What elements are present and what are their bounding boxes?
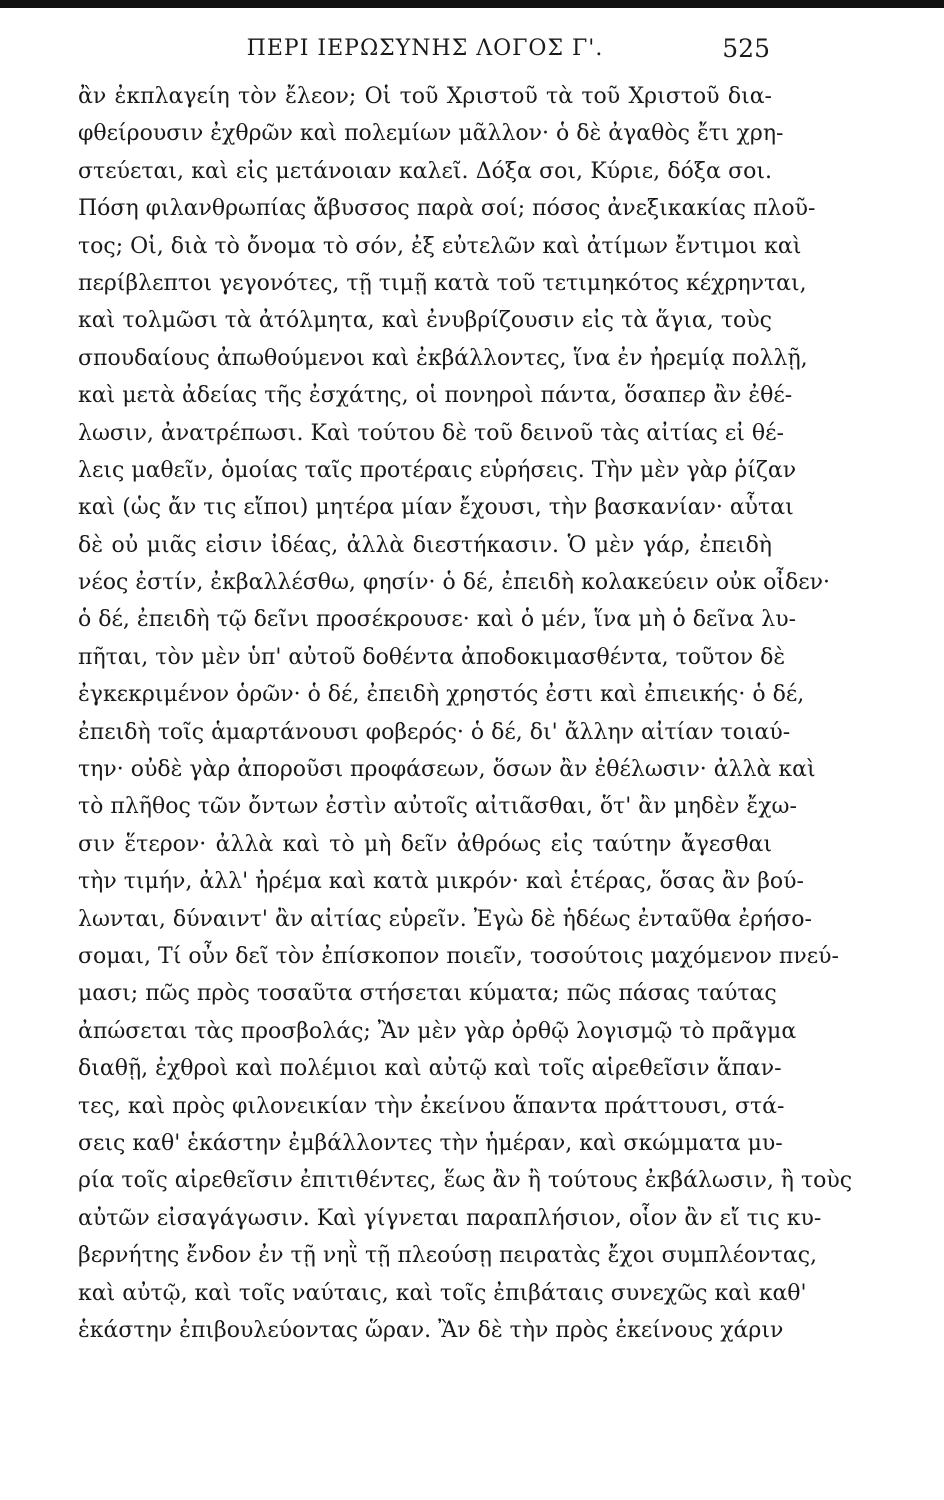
text-line-22: τὴν τιμήν, ἀλλ' ἠρέμα καὶ κατὰ μικρόν· καὶ ἑτέρας, ὅσας ἂν βού- bbox=[78, 869, 804, 895]
text-line-14: νέος ἐστίν, ἐκβαλλέσθω, φησίν· ὁ δέ, ἐπειδὴ κολακεύειν οὐκ οἶδεν· bbox=[78, 570, 831, 596]
text-line-1: ἂν ἐκπλαγείη τὸν ἔλεον; Οἱ τοῦ Χριστοῦ τὰ τοῦ Χριστοῦ δια- bbox=[78, 84, 772, 109]
text-line-29: σεις καθ' ἑκάστην ἐμβάλλοντες τὴν ἡμέραν, καὶ σκώμματα μυ- bbox=[78, 1130, 783, 1156]
text-line-13: δὲ οὐ μιᾶς εἰσιν ἰδέας, ἀλλὰ διεστήκασιν. Ὁ μὲν γάρ, ἐπειδὴ bbox=[78, 532, 772, 558]
page-number: 525 bbox=[722, 34, 770, 63]
text-line-16: πῆται, τὸν μὲν ὑπ' αὐτοῦ δοθέντα ἀποδοκιμασθέντα, τοῦτον δὲ bbox=[78, 644, 786, 670]
text-line-8: σπουδαίους ἀπωθούμενοι καὶ ἐκβάλλοντες, ἵνα ἐν ἠρεμίᾳ πολλῇ, bbox=[78, 345, 808, 371]
text-line-12: καὶ (ὡς ἄν τις εἴποι) μητέρα μίαν ἔχουσι, τὴν βασκανίαν· αὗται bbox=[78, 495, 794, 521]
text-line-15: ὁ δέ, ἐπειδὴ τῷ δεῖνι προσέκρουσε· καὶ ὁ μέν, ἵνα μὴ ὁ δεῖνα λυ- bbox=[78, 607, 797, 633]
book-page bbox=[78, 30, 853, 1349]
text-line-23: λωνται, δύναιντ' ἂν αἰτίας εὑρεῖν. Ἐγὼ δὲ ἡδέως ἐνταῦθα ἐρήσο- bbox=[78, 906, 812, 932]
text-line-5: τος; Οἱ, διὰ τὸ ὄνομα τὸ σόν, ἐξ εὐτελῶν καὶ ἀτίμων ἔντιμοι καὶ bbox=[78, 233, 802, 259]
text-line-11: λεις μαθεῖν, ὁμοίας ταῖς προτέραις εὑρήσεις. Τὴν μὲν γὰρ ῥίζαν bbox=[78, 457, 797, 483]
text-line-17: ἐγκεκριμένον ὁρῶν· ὁ δέ, ἐπειδὴ χρηστός ἐστι καὶ ἐπιεικής· ὁ δέ, bbox=[78, 682, 805, 708]
text-line-21: σιν ἕτερον· ἀλλὰ καὶ τὸ μὴ δεῖν ἀθρόως εἰς ταύτην ἄγεσθαι bbox=[78, 831, 772, 857]
scan-top-edge bbox=[0, 0, 944, 8]
text-line-28: τες, καὶ πρὸς φιλονεικίαν τὴν ἐκείνου ἅπαντα πράττουσι, στά- bbox=[78, 1093, 785, 1119]
running-head bbox=[78, 30, 772, 70]
text-line-25: μασι; πῶς πρὸς τοσαῦτα στήσεται κύματα; πῶς πάσας ταύτας bbox=[78, 981, 777, 1007]
text-line-3: στεύεται, καὶ εἰς μετάνοιαν καλεῖ. Δόξα σοι, Κύριε, δόξα σοι. bbox=[78, 158, 772, 184]
text-line-26: ἀπώσεται τὰς προσβολάς; Ἂν μὲν γὰρ ὀρθῷ λογισμῷ τὸ πρᾶγμα bbox=[78, 1018, 797, 1044]
running-title: ΠΕΡΙ ΙΕΡΩΣΥΝΗΣ ΛΟΓΟΣ Γ'. bbox=[246, 36, 604, 61]
text-line-6: περίβλεπτοι γεγονότες, τῇ τιμῇ κατὰ τοῦ τετιμηκότος κέχρηνται, bbox=[78, 270, 807, 296]
text-line-18: ἐπειδὴ τοῖς ἁμαρτάνουσι φοβερός· ὁ δέ, δι' ἄλλην αἰτίαν τοιαύ- bbox=[78, 719, 791, 745]
text-line-27: διαθῇ, ἐχθροὶ καὶ πολέμιοι καὶ αὐτῷ καὶ τοῖς αἱρεθεῖσιν ἅπαν- bbox=[78, 1056, 782, 1082]
text-line-20: τὸ πλῆθος τῶν ὄντων ἐστὶν αὐτοῖς αἰτιᾶσθαι, ὅτ' ἂν μηδὲν ἔχω- bbox=[78, 794, 797, 820]
text-line-19: την· οὐδὲ γὰρ ἀποροῦσι προφάσεων, ὅσων ἂν ἐθέλωσιν· ἀλλὰ καὶ bbox=[78, 757, 816, 783]
text-line-7: καὶ τολμῶσι τὰ ἀτόλμητα, καὶ ἐνυβρίζουσιν εἰς τὰ ἅγια, τοὺς bbox=[78, 308, 772, 334]
text-line-32: βερνήτης ἔνδον ἐν τῇ νηῒ τῇ πλεούσῃ πειρατὰς ἔχοι συμπλέοντας, bbox=[78, 1243, 818, 1269]
text-line-33: καὶ αὐτῷ, καὶ τοῖς ναύταις, καὶ τοῖς ἐπιβάταις συνεχῶς καὶ καθ' bbox=[78, 1280, 807, 1306]
text-line-4: Πόση φιλανθρωπίας ἄβυσσος παρὰ σοί; πόσος ἀνεξικακίας πλοῦ- bbox=[78, 196, 816, 222]
text-line-30: ρία τοῖς αἱρεθεῖσιν ἐπιτιθέντες, ἕως ἂν ἢ τούτους ἐκβάλωσιν, ἢ τοὺς bbox=[78, 1168, 853, 1194]
body-text bbox=[78, 78, 853, 1349]
text-line-9: καὶ μετὰ ἀδείας τῆς ἐσχάτης, οἱ πονηροὶ πάντα, ὅσαπερ ἂν ἐθέ- bbox=[78, 383, 793, 409]
text-line-10: λωσιν, ἀνατρέπωσι. Καὶ τούτου δὲ τοῦ δεινοῦ τὰς αἰτίας εἰ θέ- bbox=[78, 420, 784, 446]
text-line-24: σομαι, Τί οὖν δεῖ τὸν ἐπίσκοπον ποιεῖν, τοσούτοις μαχόμενον πνεύ- bbox=[78, 943, 839, 969]
text-line-31: αὐτῶν εἰσαγάγωσιν. Καὶ γίγνεται παραπλήσιον, οἷον ἂν εἴ τις κυ- bbox=[78, 1205, 822, 1231]
text-line-34: ἑκάστην ἐπιβουλεύοντας ὥραν. Ἂν δὲ τὴν πρὸς ἐκείνους χάριν bbox=[78, 1317, 784, 1343]
text-line-2: φθείρουσιν ἐχθρῶν καὶ πολεμίων μᾶλλον· ὁ δὲ ἀγαθὸς ἔτι χρη- bbox=[78, 121, 784, 147]
